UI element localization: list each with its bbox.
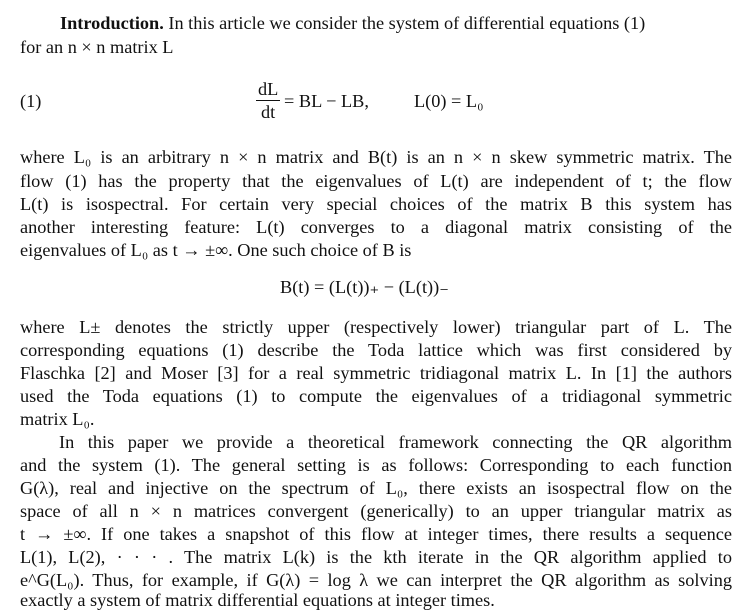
para2-line-4: used the Toda equations (1) to compute the eigenvalues of a tridiagonal symmetric (20, 386, 732, 406)
intro-line-2: for an n × n matrix L (20, 37, 174, 57)
intro-text-1: In this article we consider the system of differential equations (1) (163, 13, 646, 33)
para3-line-8: exactly a system of matrix differential equations at integer times. (20, 590, 495, 610)
equation-rhs: = BL − LB, (284, 91, 369, 111)
para3-line-7: e^G(L₀). Thus, for example, if G(λ) = log λ we can interpret the QR algorithm as solving (20, 570, 732, 590)
intro-line-1 (20, 12, 732, 36)
para3-line-4: space of all n × n matrices convergent (generically) to an upper triangular matrix as (20, 501, 732, 521)
para2-line-5: matrix L₀. (20, 409, 95, 429)
para2-line-3: Flaschka [2] and Moser [3] for a real symmetric tridiagonal matrix L. In [1] the authors (20, 363, 732, 383)
initial-condition: L(0) = L₀ (414, 91, 484, 111)
derivative-fraction (256, 78, 280, 123)
para3-line-6: L(1), L(2), · · · . The matrix L(k) is the kth iterate in the QR algorithm applied to (20, 547, 732, 567)
para3-line-2: and the system (1). The general setting is as follows: Corresponding to each function (20, 455, 732, 475)
para3-line-1: In this paper we provide a theoretical framework connecting the QR algorithm (59, 432, 732, 452)
equation-b-definition: B(t) = (L(t))₊ − (L(t))₋ (280, 277, 449, 297)
fraction-denominator: dt (261, 102, 276, 122)
equation-number: (1) (20, 91, 42, 111)
para3-line-5: t → ±∞. If one takes a snapshot of this flow at integer times, there results a sequence (20, 524, 732, 544)
para1-line-5: eigenvalues of L₀ as t → ±∞. One such choice of B is (20, 240, 412, 260)
para3-line-3: G(λ), real and injective on the spectrum of L₀, there exists an isospectral flow on the (20, 478, 732, 498)
para2-line-1: where L± denotes the strictly upper (respectively lower) triangular part of L. The (20, 317, 732, 337)
para1-line-2: flow (1) has the property that the eigenvalues of L(t) are independent of t; the flow (20, 171, 732, 191)
para1-line-1: where L₀ is an arbitrary n × n matrix and B(t) is an n × n skew symmetric matrix. The (20, 147, 732, 167)
para2-line-2: corresponding equations (1) describe the Toda lattice which was first considered by (20, 340, 732, 360)
para1-line-3: L(t) is isospectral. For certain very special choices of the matrix B this system has (20, 194, 732, 214)
intro-heading: Introduction. (60, 13, 164, 33)
fraction-numerator: dL (258, 79, 279, 99)
para1-line-4: another interesting feature: L(t) converges to a diagonal matrix consisting of the (20, 217, 732, 237)
